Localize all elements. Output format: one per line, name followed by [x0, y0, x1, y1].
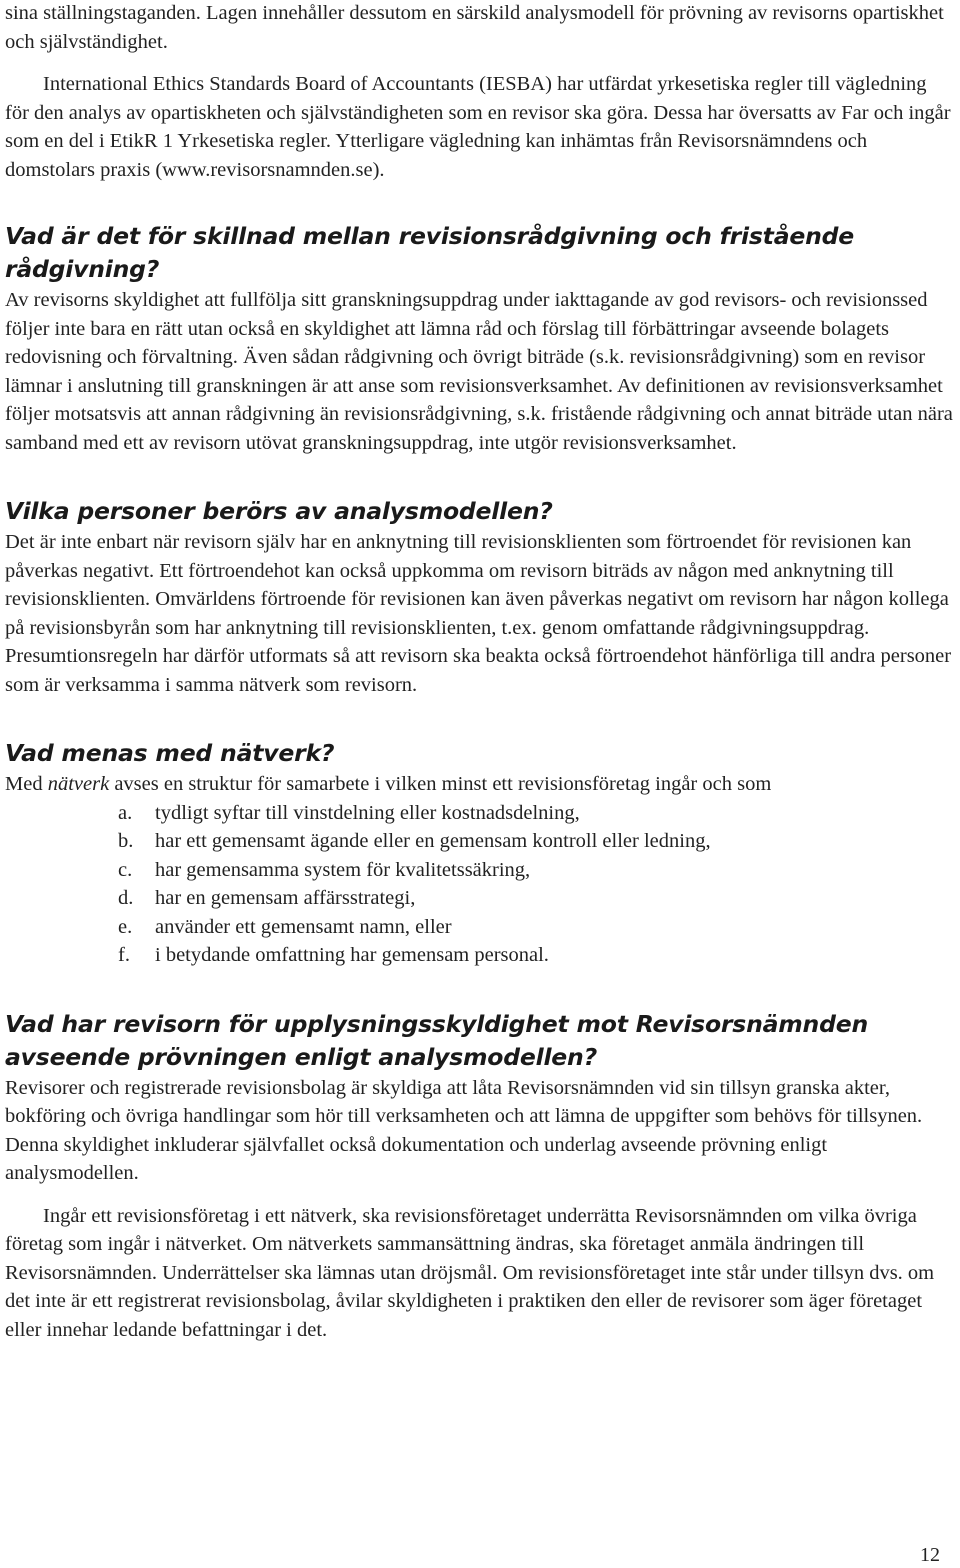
list-item-text: i betydande omfattning har gemensam personal.	[155, 944, 549, 966]
list-item	[5, 827, 955, 856]
section-heading-upplysningsskyldighet: Vad har revisorn för upplysningsskyldighet mot Revisorsnämnden avseende prövningen enligt analysmodellen?	[5, 1009, 868, 1071]
section-heading-natverk: Vad menas med nätverk?	[5, 739, 335, 767]
list-item-text: tydligt syftar till vinstdelning eller kostnadsdelning,	[155, 801, 580, 824]
list-item	[5, 856, 955, 885]
list-marker: b.	[118, 830, 134, 852]
network-criteria-list	[5, 799, 955, 970]
list-marker: e.	[118, 915, 133, 938]
intro-paragraph-2: International Ethics Standards Board of Accountants (IESBA) har utfärdat yrkesetiska regler till vägledning för den analys av opartiskheten och självständigheten som en revisor ska göra. Dessa har översatts av Far och ingår som en del i EtikR 1 Yrkesetiska regler. Ytterligare vägledning kan inhämtas från Revisorsnämndens och domstolars praxis (www.revisorsnamnden.se).	[5, 73, 951, 181]
list-marker: d.	[118, 887, 134, 909]
section-heading-berorda-personer: Vilka personer berörs av analysmodellen?	[5, 497, 553, 525]
section-body-revisionsradgivning: Av revisorns skyldighet att fullfölja sitt granskningsuppdrag under iakttagande av god revisors- och revisionssed följer inte bara en rätt utan också en skyldighet att lämna råd och förslag till förbättringar avseende bolagets redovisning och förvaltning. Även sådan rådgivning och övrigt biträde (s.k. revisionsrådgivning) som en revisor lämnar i anslutning till granskningen är att anse som revisionsverksamhet. Av definitionen av revisionsverksamhet följer motsatsvis att annan rådgivning än revisionsrådgivning, s.k. fristående rådgivning och annat biträde utan nära samband med ett av revisorn utövat granskningsuppdrag, inte utgör revisionsverksamhet.	[5, 289, 953, 454]
list-item-text: har gemensamma system för kvalitetssäkring,	[155, 858, 531, 881]
section-heading-revisionsradgivning: Vad är det för skillnad mellan revisionsrådgivning och fristående rådgivning?	[5, 222, 854, 283]
list-item-text: har en gemensam affärsstrategi,	[155, 887, 416, 909]
intro-paragraph-1: sina ställningstaganden. Lagen innehåller dessutom en särskild analysmodell för prövning av revisorns opartiskhet och självständighet.	[5, 2, 944, 53]
lead-suffix: avses en struktur för samarbete i vilken minst ett revisionsföretag ingår och som	[109, 773, 772, 795]
section-body-upplysningsskyldighet-2: Ingår ett revisionsföretag i ett nätverk, ska revisionsföretaget underrätta Revisorsnämnden om vilka övriga företag som ingår i nätverket. Om nätverkets sammansättning ändras, ska företaget anmäla ändringen till Revisorsnämnden. Underrättelser ska lämnas utan dröjsmål. Om revisionsföretaget inte står under tillsyn dvs. om det inte är ett registrerat revisionsbolag, åvilar skyldigheten i praktiken den eller de revisorer som äger företaget eller innehar ledande befattningar i det.	[5, 1204, 935, 1341]
list-item	[5, 913, 955, 942]
section-body-upplysningsskyldighet-1: Revisorer och registrerade revisionsbolag är skyldiga att låta Revisorsnämnden vid sin tillsyn granska akter, bokföring och övriga handlingar som hör till verksamheten och att lämna de uppgifter som behövs för tillsynen. Denna skyldighet inkluderar självfallet också dokumentation och underlag avseende prövning enligt analysmodellen.	[5, 1076, 923, 1184]
page-number: 12	[920, 1544, 940, 1566]
lead-term: nätverk	[47, 773, 110, 795]
section-body-berorda-personer: Det är inte enbart när revisorn själv har en anknytning till revisionsklienten som förtroendet för revisionen kan påverkas negativt. Ett förtroendehot kan också uppkomma om revisorn biträds av någon med anknytning till revisionsklienten. Omvärldens förtroende för revisionen kan även påverkas negativt om revisorn har någon kollega på revisionsbyrån som har anknytning till revisionsklienten, t.ex. genom omfattande rådgivningsuppdrag. Presumtionsregeln har därför utformats så att revisorn ska beakta också förtroendehot hänförliga till andra personer som är verksamma i samma nätverk som revisorn.	[5, 531, 952, 696]
lead-prefix: Med	[5, 773, 48, 795]
list-marker: c.	[118, 858, 133, 881]
list-item	[5, 799, 955, 828]
list-marker: a.	[118, 801, 133, 824]
list-item-text: har ett gemensamt ägande eller en gemensam kontroll eller ledning,	[155, 830, 711, 852]
list-item	[5, 884, 955, 913]
document-page	[5, 0, 955, 1344]
section-lead-natverk	[5, 770, 955, 799]
list-marker: f.	[118, 944, 130, 966]
list-item-text: använder ett gemensamt namn, eller	[155, 915, 452, 938]
list-item	[5, 941, 955, 970]
